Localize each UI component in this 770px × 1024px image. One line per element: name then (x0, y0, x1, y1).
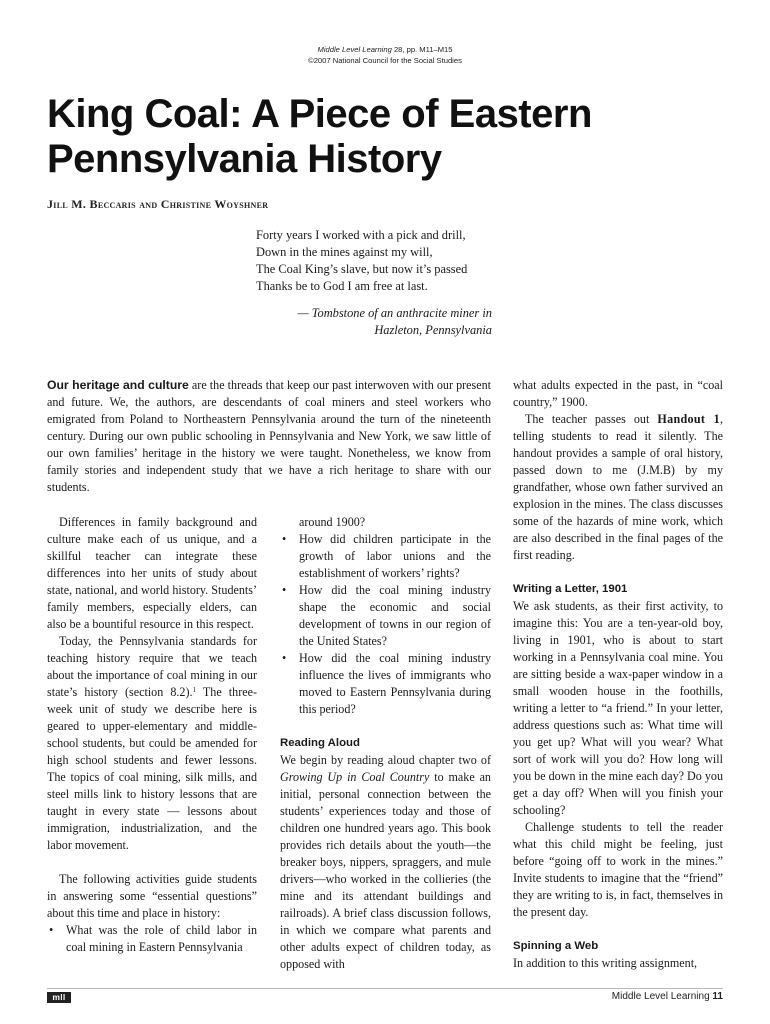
body-text: The three-week unit of study we describe here is geared to upper-elementary and middle-school students, but could be amended for high school students and fewer lessons. The topics of coal mining, silk mills, and steel mills link to history lessons that are taught in every state — lessons about immigration, industrialization, and the labor movement. (47, 685, 257, 852)
footer-rule (47, 988, 723, 989)
body-paragraph: Differences in family background and culture make each of us unique, and a skillful teacher can integrate these differences into her units of study about state, national, and world history. Students’ family members, especially elders, can also be a bountiful resource in this respect. (47, 515, 257, 631)
epigraph-attribution: — Tombstone of an anthracite miner in (297, 306, 492, 320)
journal-logo: mll (47, 992, 71, 1003)
list-continuation: around 1900? (299, 515, 366, 529)
list-item: • How did the coal mining industry influence the lives of immigrants who moved to Eastern Pennsylvania during this period? (280, 650, 491, 718)
body-text: Today, the Pennsylvania standards for teaching history require that we teach about the importance of coal mining in our state’s history (section 8.2). (47, 634, 257, 699)
page-number: 11 (712, 991, 723, 1002)
body-text: The teacher passes out (525, 412, 658, 426)
epigraph-line: Down in the mines against my will, (256, 245, 433, 259)
page-footer (612, 991, 723, 1003)
section-heading: Spinning a Web (513, 940, 599, 952)
body-paragraph: We ask students, as their first activity, to imagine this: You are a ten-year-old boy, living in 1901, who is about to start working in a Pennsylvania coal mine. You are sitting beside a wax-paper window in a small wooden house in the foothills, writing a letter to “a friend.” In your letter, address questions such as: What time will you get up? What will you wear? What sort of work will you do? How long will you be down in the mine each day? Do you get a day off? When will you finish your schooling? (513, 599, 723, 817)
journal-header (0, 44, 770, 66)
journal-pages: 28, pp. M11–M15 (391, 45, 453, 54)
body-paragraph: Challenge students to tell the reader what this child might be feeling, just before “going off to work in the mines.” Invite students to imagine that the “friend” they are writing to is, in fact, themselves in the present day. (513, 820, 723, 919)
book-title: Growing Up in Coal Country (280, 770, 430, 784)
intro-lead: Our heritage and culture (47, 378, 189, 392)
section-heading: Writing a Letter, 1901 (513, 583, 628, 595)
column-2 (280, 514, 491, 973)
body-paragraph (47, 633, 257, 854)
intro-paragraph-block (47, 377, 491, 496)
intro-text: are the threads that keep our past interwoven with our present and future. We, the authors, are descendants of coal miners and steel workers who emigrated from Poland to Northeastern Pennsylvania around the turn of the nineteenth century. During our own public schooling in Pennsylvania and New York, we saw little of our own families’ heritage in the history we were taught. Nonetheless, we know from family stories and independent study that we have a rich heritage to share with our students. (47, 378, 492, 494)
article-title: King Coal: A Piece of Eastern Pennsylvania History (47, 92, 592, 181)
body-paragraph (280, 752, 491, 973)
epigraph-attribution-place: Hazleton, Pennsylvania (374, 323, 492, 337)
footnote-ref: 1 (192, 686, 197, 694)
body-text: We begin by reading aloud chapter two of (280, 753, 491, 767)
epigraph-line: Thanks be to God I am free at last. (256, 279, 428, 293)
body-paragraph: In addition to this writing assignment, (513, 956, 698, 970)
footer-journal: Middle Level Learning (611, 991, 710, 1002)
epigraph-line: The Coal King’s slave, but now it’s passed (256, 262, 468, 276)
list-item: • What was the role of child labor in coal mining in Eastern Pennsylvania (47, 922, 257, 956)
list-item: • How did children participate in the growth of labor unions and the establishment of workers’ rights? (280, 531, 491, 582)
body-paragraph: what adults expected in the past, in “coal country,” 1900. (513, 378, 723, 409)
intro-paragraph (47, 377, 491, 496)
section-heading: Reading Aloud (280, 737, 360, 749)
body-paragraph: The following activities guide students in answering some “essential questions” about this time and place in history: (47, 872, 257, 920)
article-authors: Jill M. Beccaris and Christine Woyshner (47, 197, 269, 211)
column-1 (47, 514, 257, 956)
column-3 (513, 377, 723, 972)
epigraph-line: Forty years I worked with a pick and drill, (256, 228, 466, 242)
journal-name: Middle Level Learning (317, 45, 392, 54)
question-list (47, 922, 257, 956)
body-text: , telling students to read it silently. The handout provides a sample of oral history, passed down to me (J.M.B) by my grandfather, whose own father survived an explosion in the mines. The class discusses some of the hazards of mine work, which are also described in the final pages of the first reading. (513, 412, 723, 562)
question-list (280, 531, 491, 718)
copyright-line: ©2007 National Council for the Social Studies (308, 56, 462, 65)
body-text: to make an initial, personal connection between the students’ experiences today and those of children one hundred years ago. This book provides rich details about the youth—the breaker boys, nippers, spraggers, and mule drivers—who worked in the collieries (the mine and its attendant buildings and railroads). A brief class discussion follows, in which we compare what parents and other adults expect of children today, as opposed with (280, 770, 491, 971)
handout-ref: Handout 1 (657, 412, 720, 426)
list-item: • How did the coal mining industry shape the economic and social development of towns in our region of the United States? (280, 582, 491, 650)
body-paragraph (513, 411, 723, 564)
epigraph (256, 227, 492, 339)
